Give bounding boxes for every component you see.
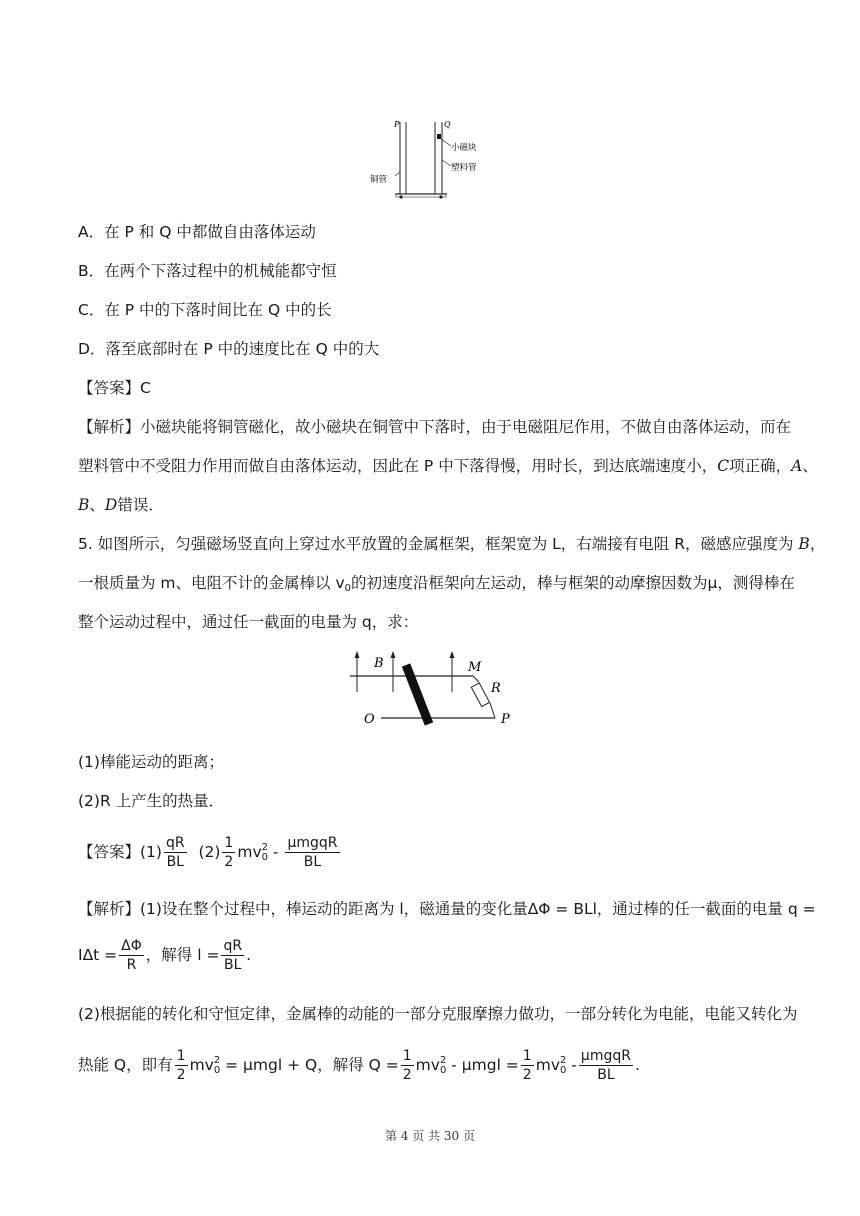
- q5-solution-line2: IΔt = $\frac{\Delta\Phi}{R}$ ，解得 l = $\frac{qR}{BL}$ .: [78, 938, 251, 973]
- fraction: $\frac{qR}{BL}$: [223, 938, 243, 973]
- option-b: B．在两个下落过程中的机械能都守恒: [78, 262, 337, 280]
- field-b-label: B: [374, 656, 384, 671]
- tube-p-label: P: [394, 120, 400, 129]
- point-m-label: M: [468, 660, 482, 675]
- option-d: D．落至底部时在 P 中的速度比在 Q 中的大: [78, 340, 380, 358]
- option-a: A．在 P 和 Q 中都做自由落体运动: [78, 223, 316, 241]
- option-c: C．在 P 中的下落时间比在 Q 中的长: [78, 301, 332, 319]
- plastic-tube-label: 塑料管: [451, 163, 477, 173]
- fraction: $\frac{qR}{BL}$: [165, 835, 185, 870]
- q4-analysis-line3: B、D错误．: [78, 496, 164, 514]
- magnet-label: 小磁块: [451, 143, 477, 153]
- q5-stem-line1: 5. 如图所示，匀强磁场竖直向上穿过水平放置的金属框架，框架宽为 L，右端接有电阻 R，磁感应强度为 B，: [78, 535, 826, 553]
- point-p-label: P: [501, 712, 510, 727]
- q5-stem-line3: 整个运动过程中，通过任一截面的电量为 q，求：: [78, 613, 419, 631]
- fraction: $\frac{\text{μmgqR}}{BL}$: [287, 835, 338, 870]
- q5-solution-line1: 【解析】(1)设在整个过程中，棒运动的距离为 l，磁通量的变化量ΔΦ = BLl，通过棒的任一截面的电量 q =: [78, 900, 816, 918]
- q5-stem-line2: 一根质量为 m、电阻不计的金属棒以 $v_0$的初速度沿框架向左运动，棒与框架的动摩擦因数为μ，测得棒在: [78, 574, 795, 594]
- fraction: $\frac{1}{2}$: [402, 1048, 412, 1083]
- page-footer: 第 4 页 共 30 页: [385, 1129, 475, 1143]
- q5-answer: 【答案】(1) $\frac{qR}{BL}$ (2) $\frac{1}{2}$ mv 2 0 - $\frac{\text{μmgqR}}{BL}$: [78, 835, 338, 870]
- q4-analysis-line2: 塑料管中不受阻力作用而做自由落体运动，因此在 P 中下落得慢，用时长，到达底端速度小，C项正确，A、: [78, 457, 818, 475]
- q4-answer: 【答案】C: [78, 379, 151, 397]
- q4-analysis-line1: 【解析】小磁块能将铜管磁化，故小磁块在铜管中下落时，由于电磁阻尼作用，不做自由落体运动，而在: [78, 418, 792, 436]
- resistor-r-label: R: [491, 681, 501, 696]
- figure-tubes: [365, 116, 495, 202]
- q5-solution-line4: 热能 Q，即有 $\frac{1}{2}$ mv 2 0 = μmgl + Q，解得 Q = $\frac{1}{2}$ mv 2 0 - μmgl = $\frac{1}{2}$ mv 2 0 - $\frac{\text{μmgqR}}{BL}$ .: [78, 1048, 640, 1083]
- q5-sub2: (2)R 上产生的热量．: [78, 792, 225, 810]
- fraction: $\frac{\text{μmgqR}}{BL}$: [580, 1048, 631, 1083]
- q5-solution-line3: (2)根据能的转化和守恒定律，金属棒的动能的一部分克服摩擦力做功，一部分转化为电能，电能又转化为: [78, 1005, 798, 1023]
- fraction: $\frac{1}{2}$: [522, 1048, 532, 1083]
- fraction: $\frac{1}{2}$: [224, 835, 234, 870]
- tube-q-label: Q: [444, 120, 451, 129]
- q5-sub1: (1)棒能运动的距离；: [78, 753, 224, 771]
- point-o-label: O: [364, 712, 375, 727]
- fraction: $\frac{1}{2}$: [176, 1048, 186, 1083]
- figure-rail-frame: [345, 648, 525, 730]
- fraction: $\frac{\Delta\Phi}{R}$: [121, 938, 142, 973]
- copper-tube-label: 铜管: [370, 175, 388, 185]
